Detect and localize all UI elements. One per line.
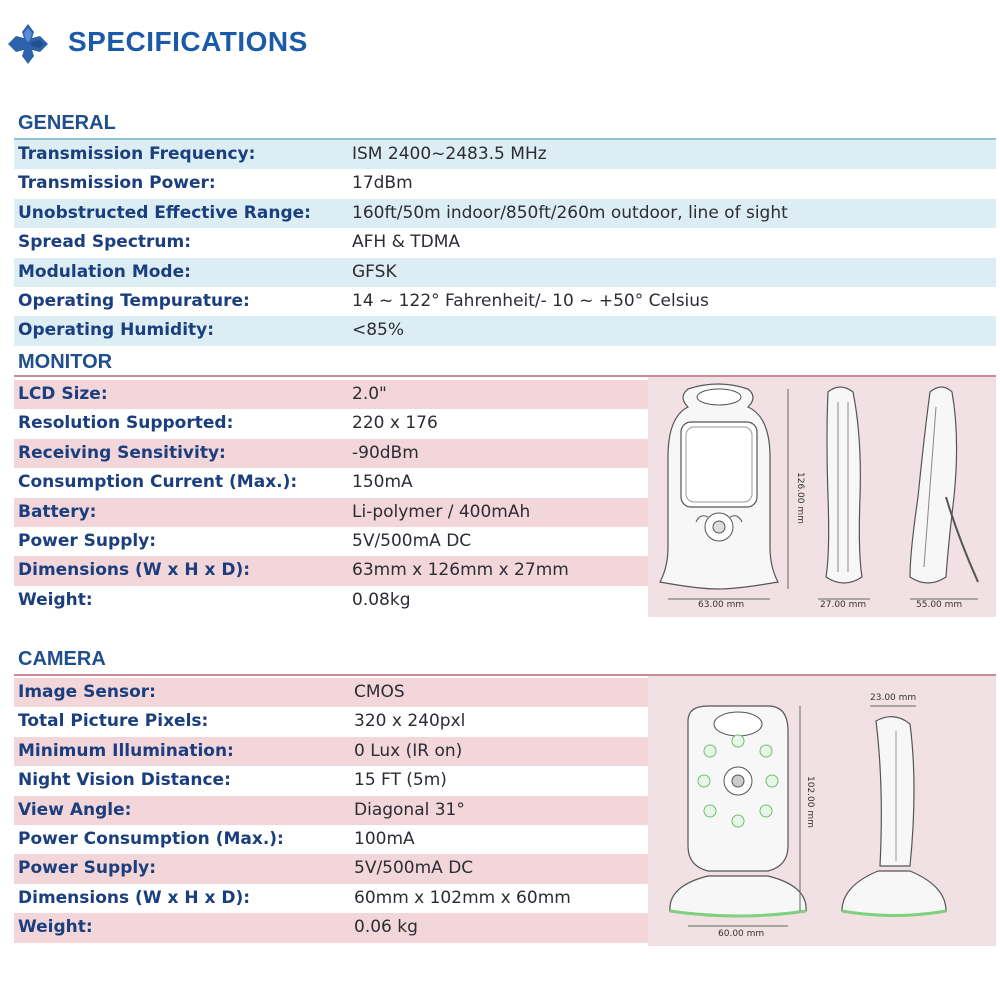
spec-value: 320 x 240pxl <box>354 711 466 732</box>
spec-value: 5V/500mA DC <box>352 530 472 551</box>
monitor-section-title: MONITOR <box>18 351 113 373</box>
spec-row <box>14 796 648 825</box>
spec-label: Unobstructed Effective Range: <box>18 202 311 223</box>
spec-row <box>14 854 648 883</box>
medical-cross-logo-icon <box>6 22 50 66</box>
spec-row <box>14 468 648 497</box>
monitor-dimension-drawing <box>648 377 996 617</box>
spec-label: Image Sensor: <box>18 682 156 702</box>
camera-dimension-drawing <box>648 676 996 946</box>
spec-row <box>14 140 996 169</box>
spec-value: 5V/500mA DC <box>354 858 474 879</box>
spec-row <box>14 169 996 198</box>
spec-value: Li-polymer / 400mAh <box>352 501 531 522</box>
spec-label: Dimensions (W x H x D): <box>18 887 251 908</box>
camera-section-title: CAMERA <box>18 648 106 670</box>
monitor-width-dim: 63.00 mm <box>698 600 745 610</box>
spec-value: 100mA <box>354 828 415 849</box>
spec-row <box>14 766 648 795</box>
spec-label: Power Consumption (Max.): <box>18 828 284 849</box>
spec-row <box>14 913 648 942</box>
spec-label: Modulation Mode: <box>18 261 191 282</box>
spec-label: Spread Spectrum: <box>18 232 192 253</box>
spec-label: Total Picture Pixels: <box>18 711 209 732</box>
spec-value: AFH & TDMA <box>352 232 461 253</box>
general-spec-table <box>14 140 996 346</box>
spec-label: Resolution Supported: <box>18 413 234 434</box>
spec-value: 0.08kg <box>352 589 411 610</box>
spec-row <box>14 586 648 615</box>
spec-value: 150mA <box>352 472 413 493</box>
general-section-title: GENERAL <box>18 112 116 134</box>
spec-row <box>14 409 648 438</box>
camera-depth-dim: 23.00 mm <box>870 693 917 703</box>
spec-row <box>14 228 996 257</box>
spec-row <box>14 439 648 468</box>
spec-label: Battery: <box>18 501 97 522</box>
spec-row <box>14 678 648 707</box>
spec-label: Transmission Frequency: <box>18 144 256 164</box>
camera-drawing-panel <box>648 676 996 946</box>
spec-label: Dimensions (W x H x D): <box>18 560 251 581</box>
camera-spec-table <box>14 678 648 943</box>
spec-value: 14 ~ 122° Fahrenheit/- 10 ~ +50° Celsius <box>352 290 709 311</box>
spec-row <box>14 527 648 556</box>
spec-value: 0.06 kg <box>354 917 418 938</box>
spec-value: 2.0" <box>352 384 387 404</box>
monitor-depth-dim: 27.00 mm <box>820 600 867 610</box>
spec-label: Weight: <box>18 917 93 938</box>
spec-label: Transmission Power: <box>18 173 216 194</box>
spec-label: Night Vision Distance: <box>18 770 231 791</box>
spec-row <box>14 825 648 854</box>
spec-label: Consumption Current (Max.): <box>18 472 298 493</box>
spec-row <box>14 287 996 316</box>
spec-value: 160ft/50m indoor/850ft/260m outdoor, line of sight <box>352 202 788 223</box>
spec-label: Operating Tempurature: <box>18 290 250 311</box>
camera-width-dim: 60.00 mm <box>718 929 765 939</box>
spec-row <box>14 498 648 527</box>
spec-label: Power Supply: <box>18 530 157 551</box>
spec-row <box>14 737 648 766</box>
page-title: SPECIFICATIONS <box>68 26 308 57</box>
spec-value: ISM 2400~2483.5 MHz <box>352 144 547 164</box>
spec-row <box>14 316 996 345</box>
monitor-stand-dim: 55.00 mm <box>916 600 963 610</box>
spec-label: Receiving Sensitivity: <box>18 442 226 463</box>
monitor-spec-table <box>14 380 648 615</box>
spec-row <box>14 556 648 585</box>
spec-value: 15 FT (5m) <box>354 770 447 791</box>
monitor-drawing-panel <box>648 377 996 617</box>
spec-value: GFSK <box>352 261 397 282</box>
spec-row <box>14 258 996 287</box>
monitor-height-dim: 126.00 mm <box>795 472 805 524</box>
spec-label: Weight: <box>18 589 93 610</box>
spec-label: Operating Humidity: <box>18 320 215 341</box>
camera-height-dim: 102.00 mm <box>805 776 815 828</box>
spec-label: LCD Size: <box>18 384 108 404</box>
spec-label: Power Supply: <box>18 858 157 879</box>
spec-value: 63mm x 126mm x 27mm <box>352 560 569 581</box>
spec-row <box>14 380 648 409</box>
spec-row <box>14 707 648 736</box>
spec-value: 60mm x 102mm x 60mm <box>354 887 571 908</box>
spec-value: 17dBm <box>352 173 413 194</box>
spec-label: Minimum Illumination: <box>18 740 234 761</box>
spec-row <box>14 884 648 913</box>
spec-value: 220 x 176 <box>352 413 438 434</box>
spec-value: -90dBm <box>352 442 419 463</box>
spec-value: CMOS <box>354 682 405 702</box>
spec-label: View Angle: <box>18 799 132 820</box>
spec-value: Diagonal 31° <box>354 799 465 820</box>
spec-value: 0 Lux (IR on) <box>354 740 463 761</box>
spec-row <box>14 199 996 228</box>
spec-value: <85% <box>352 320 405 341</box>
